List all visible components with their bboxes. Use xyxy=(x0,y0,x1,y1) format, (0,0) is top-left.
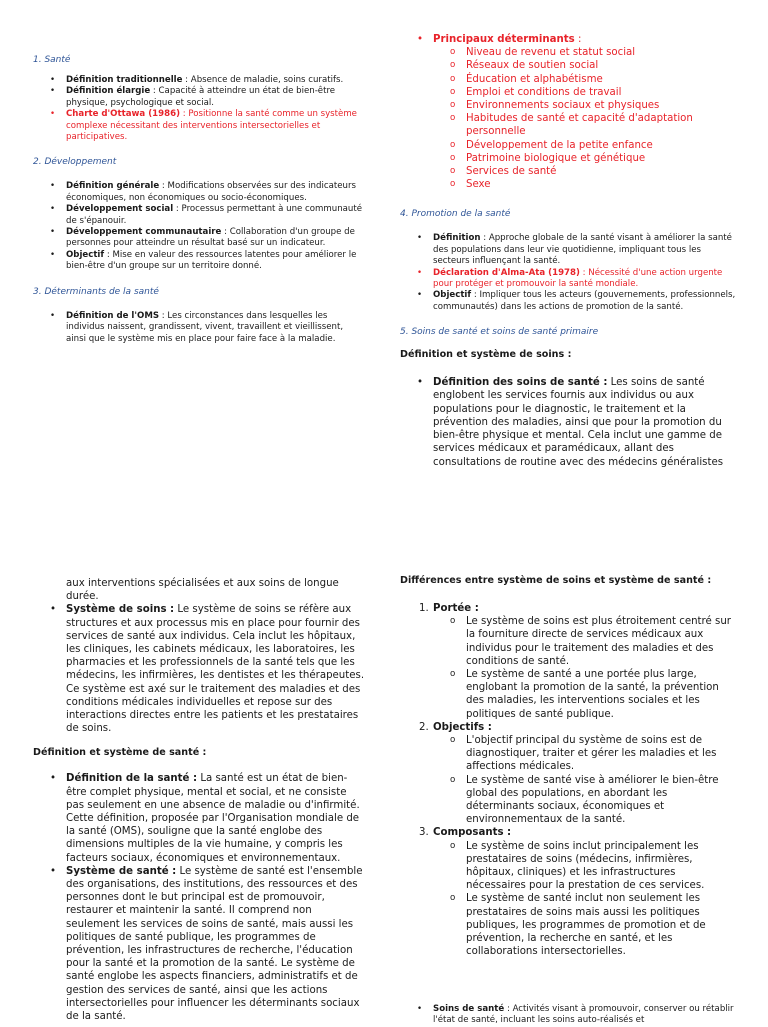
determinants-list xyxy=(66,311,364,345)
list-item: • Définition : Approche globale de la santé visant à améliorer la santé des populations dans leur vie quotidienne, impliquant tous les secteurs influençant la santé. xyxy=(433,233,738,267)
list-item: o Le système de santé vise à améliorer le bien-être global des populations, en abordant les déterminants sociaux, économiques et environnementaux de la santé. xyxy=(466,774,735,827)
list-item: • Soins de santé : Activités visant à promouvoir, conserver ou rétablir l'état de santé, incluant les soins auto-réalisés et xyxy=(433,1004,738,1027)
list-item: 3. Composants : o Le système de soins inclut principalement les prestataires de soins (médecins, infirmières, hôpitaux, cliniques) et les infrastructures nécessaires pour la prestation de ces services. o Le système de santé inclut non seulement les prestataires de soins mais aussi les politiques publiques, les programmes de promotion et de prévention, la recherche en santé, et les collaborations intersectorielles. xyxy=(433,826,735,958)
promotion-list xyxy=(433,233,738,313)
list-item: o Réseaux de soutien social xyxy=(466,59,731,72)
section-heading-developpement: 2. Développement xyxy=(33,157,117,168)
subheading-systeme-soins: Définition et système de soins : xyxy=(400,349,572,361)
list-item: • Définition de l'OMS : Les circonstances dans lesquelles les individus naissent, grandissent, vivent, travaillent et vieillissent, ainsi que le système mis en place pour faire face à la maladie. xyxy=(66,311,364,345)
soins-definition-list xyxy=(433,376,738,468)
differences-list xyxy=(419,602,735,958)
list-item: • Développement social : Processus permettant à une communauté de s'épanouir. xyxy=(66,204,364,227)
list-item: o Patrimoine biologique et génétique xyxy=(466,152,731,165)
list-item: • Objectif : Impliquer tous les acteurs (gouvernements, professionnels, communautés) dans les actions de promotion de la santé. xyxy=(433,290,738,313)
developpement-list xyxy=(66,181,364,272)
list-item: • Objectif : Mise en valeur des ressources latentes pour améliorer le bien-être d'un groupe sur un territoire donné. xyxy=(66,250,364,273)
section-heading-sante: 1. Santé xyxy=(33,55,71,65)
sante-list xyxy=(66,75,366,143)
list-item: o Le système de santé a une portée plus large, englobant la promotion de la santé, la prévention des maladies, les interventions sociales et les politiques de santé publique. xyxy=(466,668,735,721)
list-item: • Définition élargie : Capacité à atteindre un état de bien-être physique, psychologique et social. xyxy=(66,86,366,109)
sublist xyxy=(466,734,735,826)
list-item: o Emploi et conditions de travail xyxy=(466,86,731,99)
page2-right-column xyxy=(400,575,745,958)
list-item: o Habitudes de santé et capacité d'adaptation personnelle xyxy=(466,112,721,138)
section-heading-promotion: 4. Promotion de la santé xyxy=(400,209,511,220)
section-heading-soins: 5. Soins de santé et soins de santé primaire xyxy=(400,327,599,338)
list-item: • Définition générale : Modifications observées sur des indicateurs économiques, non économiques ou socio-économiques. xyxy=(66,181,364,204)
list-item: o Environnements sociaux et physiques xyxy=(466,99,731,112)
continuation-text: aux interventions spécialisées et aux soins de longue durée. xyxy=(66,578,339,603)
list-item: • Définition traditionnelle : Absence de maladie, soins curatifs. xyxy=(66,75,366,86)
list-item: • Principaux déterminants : o Niveau de revenu et statut social o Réseaux de soutien social o Éducation et alphabétisme o Emploi et conditions de travail o Environnements sociaux et physiques o Habitudes de santé et capacité d'adaptation personnelle o Développement de la petite enfance o Patrimoine biologique et génétique o Services de santé o Sexe xyxy=(433,33,745,191)
list-item: • Charte d'Ottawa (1986) : Positionne la santé comme un système complexe nécessitant des interventions intersectorielles et participatives. xyxy=(66,109,366,143)
determinants-sublist xyxy=(466,46,731,191)
page2-left-column xyxy=(33,577,368,1023)
list-item: o Niveau de revenu et statut social xyxy=(466,46,731,59)
sublist xyxy=(466,840,735,959)
subheading-differences: Différences entre système de soins et système de santé : xyxy=(400,575,712,586)
list-item: o Le système de soins inclut principalement les prestataires de soins (médecins, infirmières, hôpitaux, cliniques) et les infrastructures nécessaires pour la prestation de ces services. xyxy=(466,840,735,893)
list-item: o Développement de la petite enfance xyxy=(466,139,731,152)
subheading-systeme-sante: Définition et système de santé : xyxy=(33,747,207,759)
list-item: 1. Portée : o Le système de soins est plus étroitement centré sur la fourniture directe de services médicaux aux individus pour le traitement des maladies et des conditions de santé. o Le système de santé a une portée plus large, englobant la promotion de la santé, la prévention des maladies, les interventions sociales et les politiques de santé publique. xyxy=(433,602,735,721)
list-item: o Services de santé xyxy=(466,165,731,178)
systeme-soins-list xyxy=(66,603,366,735)
list-item: 2. Objectifs : o L'objectif principal du système de soins est de diagnostiquer, traiter et gérer les maladies et les affections médicales. o Le système de santé vise à améliorer le bien-être global des populations, en abordant les déterminants sociaux, économiques et environnementaux de la santé. xyxy=(433,721,735,827)
soins-sante-list xyxy=(433,1004,738,1027)
principaux-list xyxy=(433,33,745,191)
page2-right-bottom xyxy=(400,1004,745,1027)
section-heading-determinants: 3. Déterminants de la santé xyxy=(33,286,159,297)
list-item: o L'objectif principal du système de soins est de diagnostiquer, traiter et gérer les maladies et les affections médicales. xyxy=(466,734,735,774)
list-item: • Système de santé : Le système de santé est l'ensemble des organisations, des institutions, des ressources et des personnes dont le but principal est de promouvoir, restaurer et maintenir la santé. Il comprend non seulement les services de soins de santé, mais aussi les politiques de santé publique, les programmes de prévention, les infrastructures de recherche, l'éducation pour la santé et la promotion de la santé. Le système de santé englobe les aspects financiers, administratifs et de gestion des services de santé, ainsi que les actions intersectorielles pour influencer les déterminants sociaux de la santé. xyxy=(66,865,366,1023)
list-item: • Système de soins : Le système de soins se réfère aux structures et aux processus mis en place pour fournir des services de santé aux individus. Cela inclut les hôpitaux, les cliniques, les cabinets médicaux, les laboratoires, les pharmacies et les professionnels de la santé tels que les médecins, les infirmières, les dentistes et les thérapeutes. Ce système est axé sur le traitement des maladies et des conditions médicales individuelles et repose sur des interactions directes entre les patients et les prestataires de soins. xyxy=(66,603,366,735)
systeme-sante-list xyxy=(66,772,366,1023)
list-item: o Le système de soins est plus étroitement centré sur la fourniture directe de services médicaux aux individus pour le traitement des maladies et des conditions de santé. xyxy=(466,615,735,668)
list-item: o Le système de santé inclut non seulement les prestataires de soins mais aussi les politiques publiques, les programmes de promotion et de prévention, la recherche en santé, et les collaborations intersectorielles. xyxy=(466,892,735,958)
sublist xyxy=(466,615,735,721)
list-item: • Développement communautaire : Collaboration d'un groupe de personnes pour atteindre un résultat basé sur un indicateur. xyxy=(66,227,364,250)
page1-left-column xyxy=(33,55,363,345)
page1-right-column xyxy=(400,33,745,469)
list-item: • Définition de la santé : La santé est un état de bien-être complet physique, mental et social, et ne consiste pas seulement en une absence de maladie ou d'infirmité. Cette définition, proposée par l'Organisation mondiale de la santé (OMS), souligne que la santé englobe des dimensions multiples de la vie humaine, y compris les facteurs sociaux, économiques et environnementaux. xyxy=(66,772,366,864)
list-item: o Éducation et alphabétisme xyxy=(466,73,731,86)
list-item: o Sexe xyxy=(466,178,731,191)
list-item: • Définition des soins de santé : Les soins de santé englobent les services fournis aux individus ou aux populations pour le diagnostic, le traitement et la prévention des maladies, ainsi que pour la promotion du bien-être physique et mental. Cela inclut une gamme de services médicaux et paramédicaux, allant des consultations de routine avec des médecins généralistes xyxy=(433,376,738,468)
list-item: • Déclaration d'Alma-Ata (1978) : Nécessité d'une action urgente pour protéger et promouvoir la santé mondiale. xyxy=(433,268,738,291)
